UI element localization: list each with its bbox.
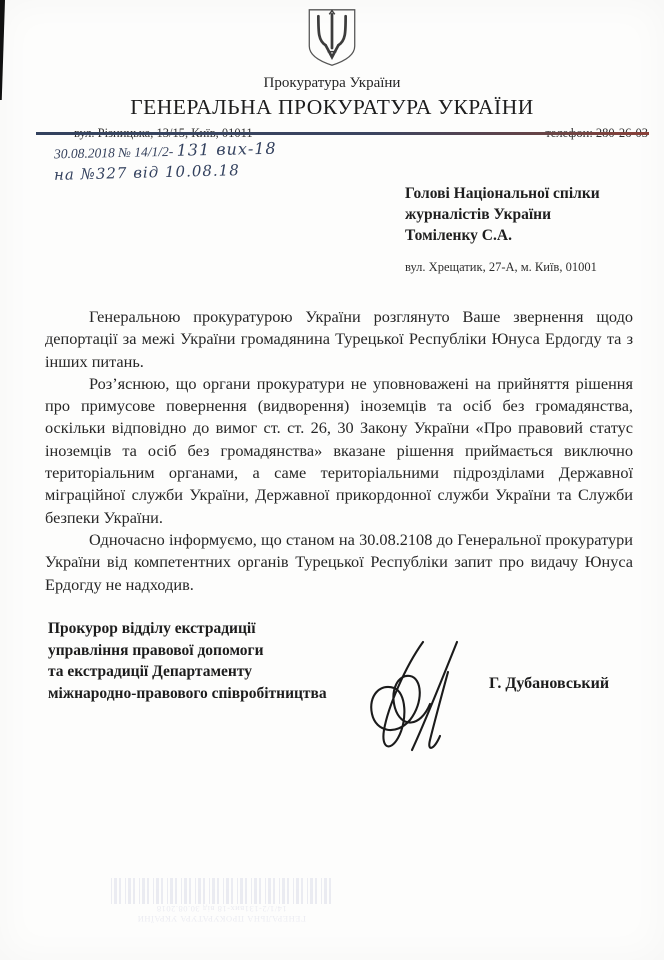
letterhead-divider [36, 132, 649, 135]
org-name-title: ГЕНЕРАЛЬНА ПРОКУРАТУРА УКРАЇНИ [130, 95, 534, 119]
signer-title-line: та екстрадиції Департаменту [48, 663, 253, 680]
outgoing-number-printed: 30.08.2018 № 14/1/2- [53, 143, 174, 162]
letterhead [0, 0, 664, 142]
registration-barcode-stamp [104, 878, 339, 924]
signer-name: Г. Дубановський [489, 675, 610, 692]
letter-body [45, 306, 633, 596]
reply-to-number-handwritten: на №327 від 10.08.18 [53, 161, 241, 184]
stamp-number-line: 14/1/2-131вих-18 від 30.08.2018 [156, 904, 287, 914]
addressee-line: Голові Національної спілки [405, 185, 600, 202]
ukraine-trident-emblem-icon [304, 8, 360, 73]
barcode [112, 878, 332, 904]
reference-block [53, 138, 277, 184]
addressee-line: журналістів України [405, 206, 552, 223]
signer-title-line: міжнародно-правового співробітництва [48, 684, 327, 702]
org-name-small: Прокуратура України [263, 75, 401, 91]
addressee-block [405, 183, 645, 275]
outgoing-number-line [54, 139, 277, 163]
addressee-line: Томіленку С.А. [405, 227, 512, 244]
handwritten-signature [360, 632, 475, 772]
body-paragraph: Одночасно інформуємо, що станом на 30.08.2108 до Генеральної прокуратури України від компетентних органів Турецької Республіки запит про видачу Юнуса Ердогду не надходив. [45, 529, 633, 594]
signer-title-line: Прокурор відділу екстрадиції [48, 620, 256, 637]
signer-title-block [48, 618, 378, 704]
signer-title-line: управління правової допомоги [48, 641, 264, 659]
stamp-org-line: ГЕНЕРАЛЬНА ПРОКУРАТУРА УКРАЇНИ [137, 914, 306, 924]
addressee-address: вул. Хрещатик, 27-А, м. Київ, 01001 [405, 260, 597, 274]
body-paragraph: Генеральною прокуратурою України розглянуто Ваше звернення щодо депортації за межі України громадянина Турецької Республіки Юнуса Ердогду та з інших питань. [45, 307, 633, 371]
outgoing-number-handwritten: 131 вих-18 [176, 138, 277, 160]
body-paragraph: Роз’яснюю, що органи прокуратури не уповноважені на прийняття рішення про примусове повернення (видворення) іноземців та осіб без громадянства, оскільки відповідно до вимог ст. ст. 26, 30 Закону України «Про правовий статус іноземців та осіб без громадянства» вказане рішення приймається виключно територіальним органами, а саме територіальними підрозділами Державної міграційної служби України, Державної прикордонної служби України та Служби безпеки України. [45, 373, 633, 527]
